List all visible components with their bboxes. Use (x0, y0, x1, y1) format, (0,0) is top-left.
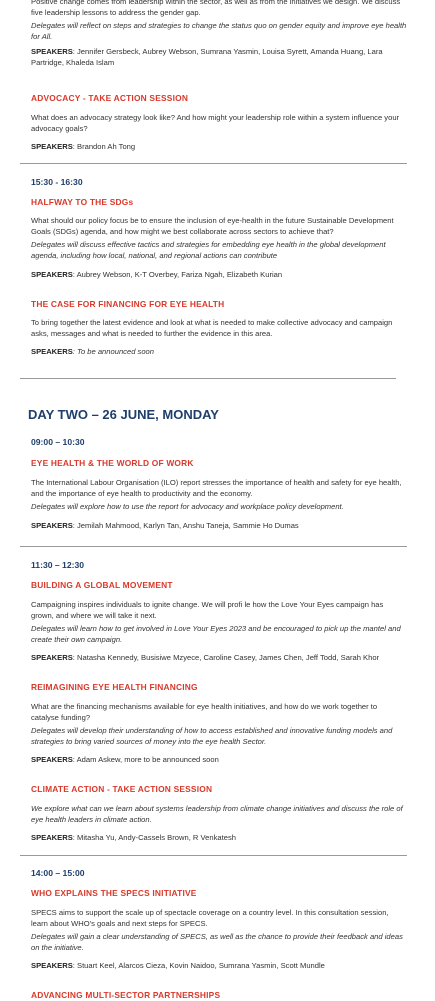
session-speakers (31, 833, 407, 844)
session-speakers (31, 47, 407, 68)
speakers-list: : Stuart Keel, Alarcos Cieza, Kovin Naidoo, Sumrana Yasmin, Scott Mundle (72, 961, 325, 971)
session-delegates-note: Delegates will gain a clear understanding of SPECS, as well as the chance to provide their feedback and ideas on the initiative. (31, 932, 403, 952)
slot-1400 (31, 868, 407, 1001)
speakers-label: SPEAKERS (31, 653, 73, 663)
session-description: What does an advocacy strategy look like? And how might your leadership role within a system influence your advocacy goals? (31, 113, 400, 133)
speakers-label: SPEAKERS (31, 270, 73, 280)
session-title: EYE HEALTH & THE WORLD OF WORK (31, 458, 194, 468)
session-speakers (31, 142, 407, 153)
session-delegates-note: Delegates will explore how to use the report for advocacy and workplace policy development. (31, 502, 344, 512)
session-speakers (31, 961, 407, 972)
slot-1530 (31, 177, 407, 358)
speakers-list: : Jennifer Gersbeck, Aubrey Webson, Sumrana Yasmin, Louisa Syrett, Amanda Huang, Lara Partridge, Khaleda Islam (31, 47, 383, 67)
session-description: Positive change comes from leadership within the sector, as well as from the initiatives we design. We discuss five leadership lessons to address the gender gap. (31, 0, 401, 17)
session-description: SPECS aims to support the scale up of spectacle coverage on a country level. In this consultation session, learn about WHO's goals and next steps for SPECS. (31, 908, 389, 928)
session-description: What are the financing mechanisms available for eye health initiatives, and how do we work together to catalyse funding? (31, 701, 378, 722)
session-title: HALFWAY TO THE SDGs (31, 197, 134, 207)
speakers-label: SPEAKERS (31, 347, 73, 357)
speakers-list: : Natasha Kennedy, Busisiwe Mzyece, Caroline Casey, James Chen, Jeff Todd, Sarah Khor (72, 653, 380, 663)
session-title: BUILDING A GLOBAL MOVEMENT (31, 580, 173, 590)
leadership-session-continued (31, 0, 407, 69)
session-speakers (31, 653, 407, 664)
session-delegates-note: Delegates will discuss effective tactics and strategies for embedding eye health in the global development agenda, including how local, national, and regional actions can contribute (31, 240, 386, 260)
speakers-list: : Adam Askew, more to be announced soon (72, 755, 219, 765)
slot-1130 (31, 560, 407, 844)
slot-time: 15:30 - 16:30 (31, 177, 83, 187)
speakers-label: SPEAKERS (31, 833, 73, 843)
session-delegates-note: Delegates will reflect on steps and strategies to change the status quo on gender equity and improve eye health for All. (31, 21, 407, 41)
day-two-heading: DAY TWO – 26 JUNE, MONDAY (28, 407, 219, 422)
divider (20, 163, 407, 164)
divider (20, 546, 407, 547)
session-title: ADVANCING MULTI-SECTOR PARTNERSHIPS (31, 989, 221, 1000)
session-description: To bring together the latest evidence and look at what is needed to make collective advocacy and campaign asks, messages and what is needed to further the evidence in this area. (31, 317, 393, 338)
session-title: THE CASE FOR FINANCING FOR EYE HEALTH (31, 298, 225, 309)
session-title: REIMAGINING EYE HEALTH FINANCING (31, 681, 198, 692)
session-speakers (31, 270, 407, 281)
speakers-list: : Mitasha Yu, Andy-Cassels Brown, R Venkatesh (72, 833, 236, 843)
session-title: ADVOCACY - TAKE ACTION SESSION (31, 93, 189, 103)
speakers-label: SPEAKERS (31, 47, 73, 57)
slot-0900 (31, 437, 407, 531)
speakers-label: SPEAKERS (31, 142, 73, 152)
session-delegates-note: Delegates will learn how to get involved in Love Your Eyes 2023 and be encouraged to pick up the mantel and create their own campaign. (31, 624, 401, 644)
session-description: What should our policy focus be to ensure the inclusion of eye-health in the future Sustainable Development Goals (SDGs) agenda, and how might we best collaborate across sectors to achieve that? (31, 216, 394, 236)
speakers-list: : Brandon Ah Tong (72, 142, 136, 152)
advocacy-session (31, 93, 407, 153)
speakers-list: : To be announced soon (72, 347, 154, 357)
session-description: The International Labour Organisation (ILO) report stresses the importance of health and safety for eye health, and the importance of eye health to productivity and the economy. (31, 478, 402, 498)
slot-time: 09:00 – 10:30 (31, 437, 85, 447)
session-description: We explore what can we learn about systems leadership from climate change initiatives and discuss the role of eye health leaders in climate action. (31, 803, 403, 824)
speakers-label: SPEAKERS (31, 961, 73, 971)
session-delegates-note: Delegates will develop their understanding of how to access established and innovative funding models and strategies to bring varied sources of money into the eye health Sector. (31, 726, 393, 746)
session-title: CLIMATE ACTION - TAKE ACTION SESSION (31, 783, 213, 794)
slot-time: 11:30 – 12:30 (31, 560, 85, 570)
session-description: Campaigning inspires individuals to ignite change. We will profi le how the Love Your Eyes campaign has grown, and where we will take it next. (31, 600, 384, 620)
slot-time: 14:00 – 15:00 (31, 868, 85, 878)
session-speakers (31, 347, 407, 358)
session-speakers (31, 521, 407, 532)
session-title: WHO EXPLAINS THE SPECS INITIATIVE (31, 888, 197, 898)
divider (20, 378, 396, 379)
speakers-label: SPEAKERS (31, 755, 73, 765)
session-speakers (31, 755, 407, 766)
speakers-list: : Aubrey Webson, K-T Overbey, Fariza Ngah, Elizabeth Kurian (72, 270, 283, 280)
speakers-list: : Jemilah Mahmood, Karlyn Tan, Anshu Taneja, Sammie Ho Dumas (72, 520, 299, 530)
divider (20, 855, 407, 856)
speakers-label: SPEAKERS (31, 520, 73, 530)
